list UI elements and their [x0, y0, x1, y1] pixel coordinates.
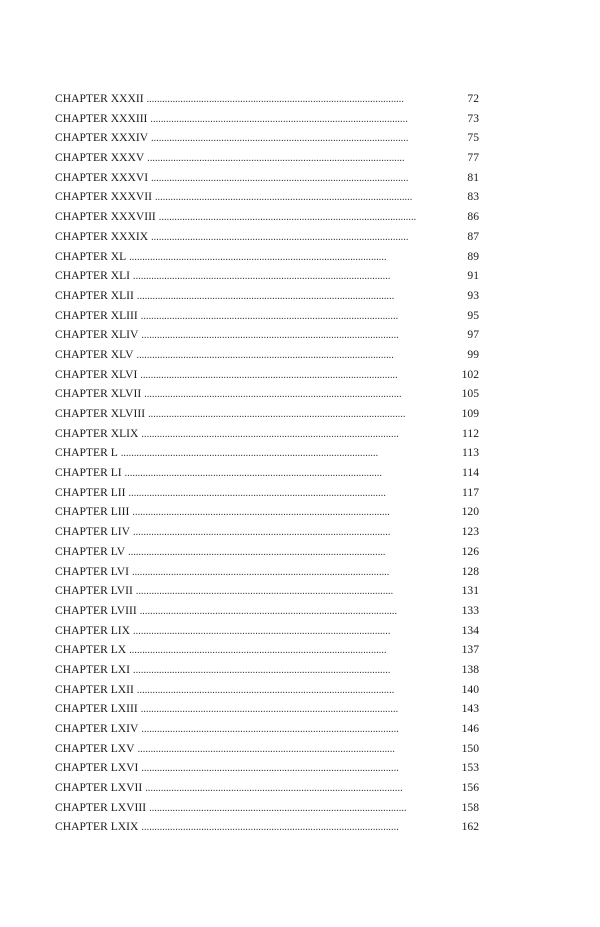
- toc-entry[interactable]: [55, 562, 479, 582]
- page-number: 93: [467, 288, 479, 302]
- dot-leader: [136, 346, 466, 366]
- dot-leader: [136, 582, 461, 602]
- toc-entry[interactable]: [55, 128, 479, 148]
- chapter-title: CHAPTER XLIV: [55, 328, 139, 342]
- dot-leader: [141, 759, 460, 779]
- page-number: 156: [461, 781, 479, 795]
- page-number: 91: [467, 269, 479, 283]
- page-number: 134: [461, 623, 479, 637]
- chapter-title: CHAPTER LXI: [55, 662, 131, 676]
- dot-leader: [141, 700, 461, 720]
- dot-leader: [151, 228, 466, 248]
- dot-leader: [155, 188, 466, 208]
- chapter-title: CHAPTER LI: [55, 466, 122, 480]
- toc-entry[interactable]: [55, 463, 479, 483]
- chapter-title: CHAPTER XLVIII: [55, 407, 146, 420]
- page-number: 131: [461, 584, 479, 598]
- chapter-title: CHAPTER XXXV: [55, 151, 145, 165]
- toc-entry[interactable]: [55, 758, 479, 778]
- page-number: 73: [467, 111, 479, 125]
- page-number: 83: [467, 190, 479, 204]
- toc-entry[interactable]: [55, 522, 479, 542]
- dot-leader: [137, 681, 461, 701]
- toc-entry[interactable]: [55, 601, 479, 621]
- dot-leader: [129, 248, 466, 268]
- page-number: 123: [461, 525, 479, 539]
- dot-leader: [145, 779, 460, 799]
- page-number: 97: [467, 328, 479, 342]
- chapter-title: CHAPTER XLIII: [55, 308, 138, 322]
- chapter-title: CHAPTER LV: [55, 544, 126, 558]
- dot-leader: [149, 799, 460, 819]
- page-number: 146: [461, 722, 479, 735]
- toc-entry[interactable]: [55, 286, 479, 306]
- page-number: 126: [461, 544, 479, 558]
- page-number: 113: [462, 446, 479, 460]
- chapter-title: CHAPTER LXVI: [55, 761, 139, 775]
- dot-leader: [144, 385, 460, 405]
- chapter-title: CHAPTER XLVII: [55, 387, 142, 401]
- toc-entry[interactable]: [55, 187, 479, 207]
- page-number: 150: [461, 741, 479, 755]
- chapter-title: CHAPTER XXXVI: [55, 170, 149, 184]
- toc-entry[interactable]: [55, 699, 479, 719]
- toc-entry[interactable]: [55, 306, 479, 326]
- dot-leader: [141, 307, 467, 327]
- page-number: 128: [461, 564, 479, 578]
- chapter-title: CHAPTER LVIII: [55, 603, 137, 617]
- page-number: 158: [461, 800, 479, 814]
- dot-leader: [141, 425, 461, 445]
- toc-entry[interactable]: [55, 89, 479, 109]
- toc-entry[interactable]: [55, 365, 479, 385]
- chapter-title: CHAPTER LXII: [55, 682, 134, 696]
- chapter-title: CHAPTER LXIV: [55, 722, 139, 735]
- table-of-contents: [55, 89, 479, 837]
- toc-entry[interactable]: [55, 207, 479, 227]
- toc-entry[interactable]: [55, 148, 479, 168]
- dot-leader: [140, 602, 461, 622]
- page-number: 120: [461, 505, 479, 519]
- toc-entry[interactable]: [55, 443, 479, 463]
- page-number: 75: [467, 131, 479, 145]
- chapter-title: CHAPTER XXXVII: [55, 190, 152, 204]
- toc-entry[interactable]: [55, 483, 479, 503]
- toc-entry[interactable]: [55, 345, 479, 365]
- dot-leader: [133, 523, 461, 543]
- chapter-title: CHAPTER LVII: [55, 584, 133, 598]
- page-number: 153: [461, 761, 479, 775]
- toc-entry[interactable]: [55, 109, 479, 129]
- page-number: 72: [467, 92, 479, 105]
- chapter-title: CHAPTER LXVIII: [55, 800, 147, 814]
- page-number: 109: [461, 407, 479, 420]
- page-number: 133: [461, 603, 479, 617]
- dot-leader: [151, 169, 466, 189]
- dot-leader: [140, 366, 460, 386]
- dot-leader: [129, 484, 462, 504]
- toc-entry[interactable]: [55, 621, 479, 641]
- page-number: 112: [462, 426, 479, 440]
- chapter-title: CHAPTER LIII: [55, 505, 130, 519]
- toc-entry[interactable]: [55, 227, 479, 247]
- chapter-title: CHAPTER XLVI: [55, 367, 138, 381]
- dot-leader: [148, 405, 461, 425]
- dot-leader: [141, 326, 466, 346]
- toc-entry[interactable]: [55, 266, 479, 286]
- chapter-title: CHAPTER LIV: [55, 525, 131, 539]
- page-number: 140: [461, 682, 479, 696]
- dot-leader: [147, 149, 466, 169]
- toc-entry[interactable]: [55, 581, 479, 601]
- dot-leader: [129, 641, 460, 661]
- toc-entry[interactable]: [55, 719, 479, 739]
- dot-leader: [150, 110, 466, 130]
- dot-leader: [125, 464, 461, 484]
- page-number: 114: [462, 466, 479, 480]
- chapter-title: CHAPTER XXXII: [55, 92, 144, 105]
- chapter-title: CHAPTER XL: [55, 249, 127, 263]
- dot-leader: [141, 720, 460, 740]
- chapter-title: CHAPTER XXXIX: [55, 229, 149, 243]
- dot-leader: [159, 208, 467, 228]
- dot-leader: [141, 818, 460, 838]
- page-number: 87: [467, 229, 479, 243]
- chapter-title: CHAPTER XLV: [55, 347, 134, 361]
- chapter-title: CHAPTER LXIX: [55, 820, 139, 834]
- toc-entry[interactable]: [55, 778, 479, 798]
- dot-leader: [128, 543, 460, 563]
- chapter-title: CHAPTER XLII: [55, 288, 134, 302]
- dot-leader: [133, 622, 461, 642]
- page-number: 99: [467, 347, 479, 361]
- chapter-title: CHAPTER XLI: [55, 269, 131, 283]
- toc-entry[interactable]: [55, 817, 479, 837]
- page-number: 117: [462, 485, 479, 499]
- page-number: 143: [461, 702, 479, 716]
- toc-entry[interactable]: [55, 502, 479, 522]
- toc-entry[interactable]: [55, 680, 479, 700]
- page-number: 162: [461, 820, 479, 834]
- dot-leader: [132, 563, 461, 583]
- dot-leader: [147, 90, 467, 110]
- page-number: 95: [467, 308, 479, 322]
- toc-entry[interactable]: [55, 542, 479, 562]
- page-number: 138: [461, 662, 479, 676]
- chapter-title: CHAPTER XXXIII: [55, 111, 148, 125]
- chapter-title: CHAPTER LXV: [55, 741, 135, 755]
- chapter-title: CHAPTER XLIX: [55, 426, 139, 440]
- toc-entry[interactable]: [55, 424, 479, 444]
- dot-leader: [137, 287, 467, 307]
- chapter-title: CHAPTER XXXVIII: [55, 210, 156, 224]
- chapter-title: CHAPTER LX: [55, 643, 127, 657]
- dot-leader: [133, 661, 461, 681]
- toc-entry[interactable]: [55, 325, 479, 345]
- toc-entry[interactable]: [55, 384, 479, 404]
- toc-entry[interactable]: [55, 798, 479, 818]
- page-number: 86: [467, 210, 479, 224]
- chapter-title: CHAPTER LIX: [55, 623, 131, 637]
- chapter-title: CHAPTER LVI: [55, 564, 129, 578]
- toc-entry[interactable]: [55, 640, 479, 660]
- toc-entry[interactable]: [55, 739, 479, 759]
- dot-leader: [133, 267, 466, 287]
- dot-leader: [138, 740, 461, 760]
- toc-entry[interactable]: [55, 168, 479, 188]
- dot-leader: [151, 129, 466, 149]
- toc-entry[interactable]: [55, 247, 479, 267]
- chapter-title: CHAPTER LXVII: [55, 781, 143, 795]
- page-number: 89: [467, 249, 479, 263]
- chapter-title: CHAPTER L: [55, 446, 118, 460]
- toc-entry[interactable]: [55, 660, 479, 680]
- chapter-title: CHAPTER LXIII: [55, 702, 138, 716]
- chapter-title: CHAPTER LII: [55, 485, 126, 499]
- page-number: 102: [461, 367, 479, 381]
- dot-leader: [132, 503, 460, 523]
- page-number: 105: [461, 387, 479, 401]
- dot-leader: [121, 444, 461, 464]
- chapter-title: CHAPTER XXXIV: [55, 131, 149, 145]
- page-number: 137: [461, 643, 479, 657]
- toc-entry[interactable]: [55, 404, 479, 424]
- page-number: 77: [467, 151, 479, 165]
- page-number: 81: [467, 170, 479, 184]
